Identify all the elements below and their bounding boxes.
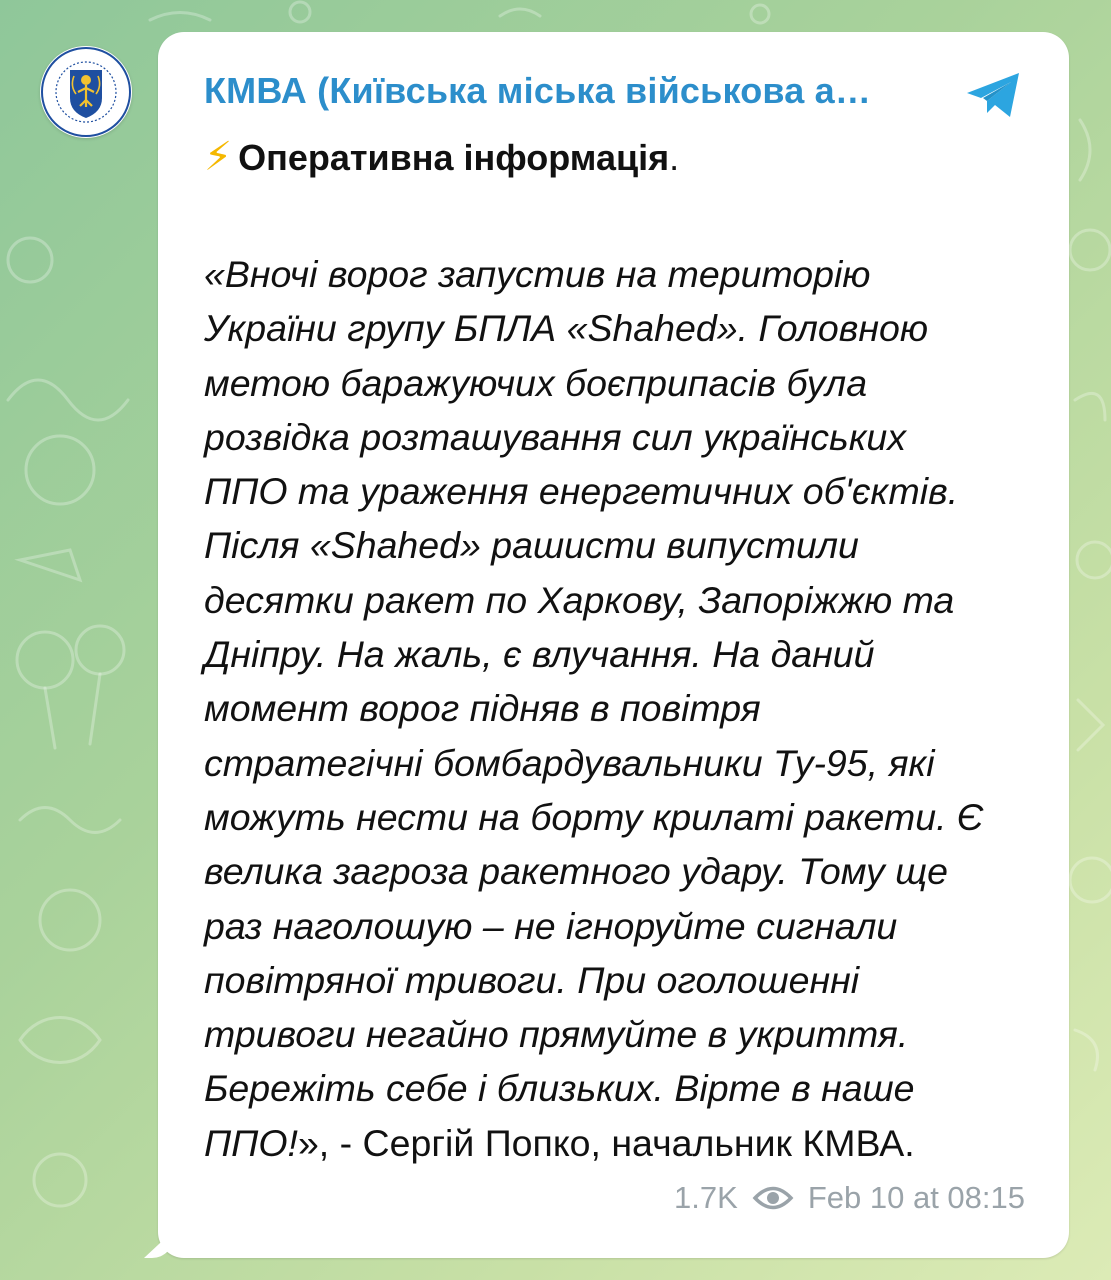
message-body bbox=[204, 247, 1034, 1170]
message-bubble bbox=[158, 32, 1069, 1258]
view-count: 1.7K bbox=[674, 1180, 738, 1215]
body-line: десятки ракет по Харкову, Запоріжжю та bbox=[204, 578, 955, 621]
body-line: тривоги негайно прямуйте в укриття. bbox=[204, 1013, 909, 1056]
attribution-line bbox=[204, 1116, 1034, 1170]
body-line: можуть нести на борту крилаті ракети. Є bbox=[204, 795, 984, 838]
body-line: Бережіть себе і близьких. Вірте в наше bbox=[204, 1067, 915, 1110]
body-line: Після «Shahed» рашисти випустили bbox=[204, 524, 859, 567]
message-timestamp: Feb 10 at 08:15 bbox=[807, 1180, 1025, 1215]
body-line: «Вночі ворог запустив на територію bbox=[204, 253, 871, 295]
body-line: велика загроза ракетного удару. Тому ще bbox=[204, 850, 948, 893]
body-line: момент ворог підняв в повітря bbox=[204, 687, 761, 730]
headline-bold-text: Оперативна інформація bbox=[238, 137, 670, 178]
headline-tail: . bbox=[669, 137, 680, 178]
kyiv-city-military-administration-emblem-icon bbox=[40, 46, 132, 138]
message-meta bbox=[674, 1180, 1025, 1216]
body-line: метою баражуючих боєприпасів була bbox=[204, 361, 868, 404]
lightning-icon: ⚡ bbox=[204, 135, 233, 179]
telegram-share-icon[interactable] bbox=[959, 60, 1029, 130]
body-line: України групу БПЛА «Shahed». Головною bbox=[204, 307, 929, 350]
eye-icon bbox=[752, 1183, 794, 1213]
body-line: розвідка розташування сил українських bbox=[204, 415, 907, 458]
body-line: повітряної тривоги. При оголошенні bbox=[204, 958, 860, 1001]
channel-name[interactable]: КМВА (Київська міська військова а… bbox=[204, 70, 872, 111]
message-headline bbox=[204, 134, 679, 180]
body-line: ППО та ураження енергетичних об'єктів. bbox=[204, 470, 959, 513]
attribution: », - Сергій Попко, начальник КМВА. bbox=[297, 1121, 915, 1164]
body-line: Дніпру. На жаль, є влучання. На даний bbox=[204, 633, 875, 676]
channel-avatar[interactable] bbox=[40, 46, 132, 138]
body-line: раз наголошую – не ігноруйте сигнали bbox=[204, 904, 898, 947]
body-line: стратегічні бомбардувальники Ту-95, які bbox=[204, 741, 935, 784]
body-line-last: ППО! bbox=[204, 1121, 298, 1164]
